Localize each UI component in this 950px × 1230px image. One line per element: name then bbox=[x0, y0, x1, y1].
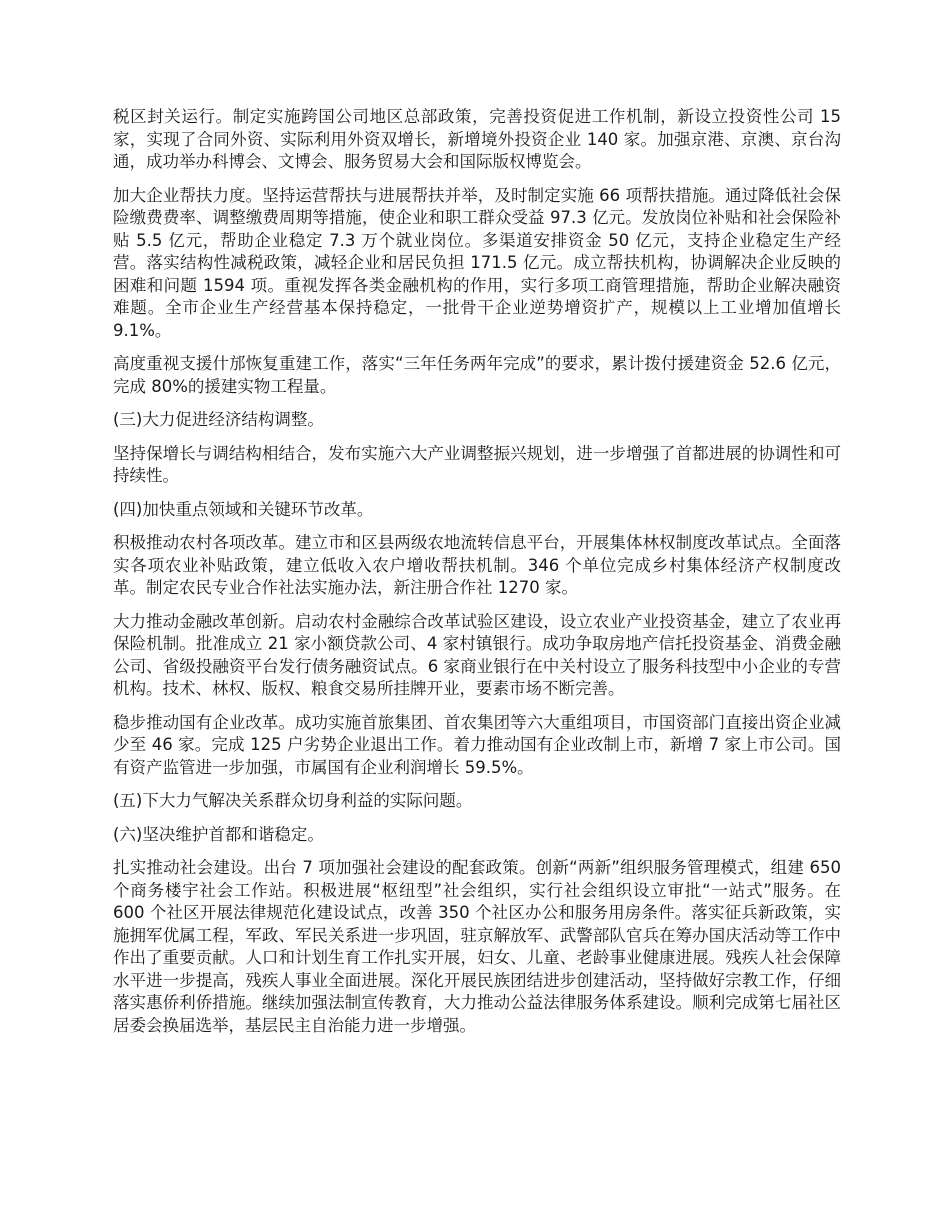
section-heading-4: (四)加快重点领域和关键环节改革。 bbox=[113, 499, 374, 519]
section-heading-5: (五)下大力气解决关系群众切身利益的实际问题。 bbox=[113, 791, 473, 810]
paragraph-opening-investment: 税区封关运行。制定实施跨国公司地区总部政策，完善投资促进工作机制，新设立投资性公司 15 家，实现了合同外资、实际利用外资双增长，新增境外投资企业 140 家。加强京港、京澳、京台沟通，成功举办科博会、文博会、服务贸易大会和国际版权博览会。 bbox=[113, 107, 841, 171]
paragraph-financial-reform: 大力推动金融改革创新。启动农村金融综合改革试验区建设，设立农业产业投资基金，建立了农业再保险机制。批准成立 21 家小额贷款公司、4 家村镇银行。成功争取房地产信托投资基金、消费金融公司、省级投融资平台发行债务融资试点。6 家商业银行在中关村设立了服务科技型中小企业的专营机构。技术、林权、版权、粮食交易所挂牌开业，要素市场不断完善。 bbox=[113, 611, 841, 698]
document-body bbox=[113, 106, 841, 1048]
section-heading-3: (三)大力促进经济结构调整。 bbox=[113, 410, 324, 429]
section-heading-6: (六)坚决维护首都和谐稳定。 bbox=[113, 824, 324, 844]
paragraph-rural-reform: 积极推动农村各项改革。建立市和区县两级农地流转信息平台，开展集体林权制度改革试点。全面落实各项农业补贴政策，建立低收入农户增收帮扶机制。346 个单位完成乡村集体经济产权制度改革。制定农民专业合作社法实施办法，新注册合作社 1270 家。 bbox=[113, 533, 841, 597]
paragraph-social-construction: 扎实推动社会建设。出台 7 项加强社会建设的配套政策。创新“两新”组织服务管理模式，组建 650 个商务楼宇社会工作站。积极进展“枢纽型”社会组织，实行社会组织设立审批“一站式”服务。在 600 个社区开展法律规范化建设试点，改善 350 个社区办公和服务用房条件。落实征兵新政策，实施拥军优属工程，军政、军民关系进一步巩固，驻京解放军、武警部队官兵在筹办国庆活动等工作中作出了重要贡献。人口和计划生育工作扎实开展，妇女、儿童、老龄事业健康进展。残疾人社会保障水平进一步提高，残疾人事业全面进展。深化开展民族团结进步创建活动，坚持做好宗教工作，仔细落实惠侨利侨措施。继续加强法制宣传教育，大力推动公益法律服务体系建设。顺利完成第七届社区居委会换届选举，基层民主自治能力进一步增强。 bbox=[113, 858, 841, 1035]
paragraph-structure-adjustment: 坚持保增长与调结构相结合，发布实施六大产业调整振兴规划，进一步增强了首都进展的协调性和可持续性。 bbox=[113, 443, 841, 485]
paragraph-enterprise-support: 加大企业帮扶力度。坚持运营帮扶与进展帮扶并举，及时制定实施 66 项帮扶措施。通过降低社会保险缴费费率、调整缴费周期等措施，使企业和职工群众受益 97.3 亿元。发放岗位补贴和社会保险补贴 5.5 亿元，帮助企业稳定 7.3 万个就业岗位。多渠道安排资金 50 亿元，支持企业稳定生产经营。落实结构性减税政策，减轻企业和居民负担 171.5 亿元。成立帮扶机构，协调解决企业反映的困难和问题 1594 项。重视发挥各类金融机构的作用，实行多项工商管理措施，帮助企业解决融资难题。全市企业生产经营基本保持稳定，一批骨干企业逆势增资扩产，规模以上工业增加值增长 9.1%。 bbox=[113, 185, 841, 340]
paragraph-soe-reform: 稳步推动国有企业改革。成功实施首旅集团、首农集团等六大重组项目，市国资部门直接出资企业减少至 46 家。完成 125 户劣势企业退出工作。着力推动国有企业改制上市，新增 7 家上市公司。国有资产监管进一步加强，市属国有企业利润增长 59.5%。 bbox=[113, 712, 841, 777]
paragraph-shifang-reconstruction: 高度重视支援什邡恢复重建工作，落实“三年任务两年完成”的要求，累计拨付援建资金 52.6 亿元，完成 80%的援建实物工程量。 bbox=[113, 354, 841, 396]
